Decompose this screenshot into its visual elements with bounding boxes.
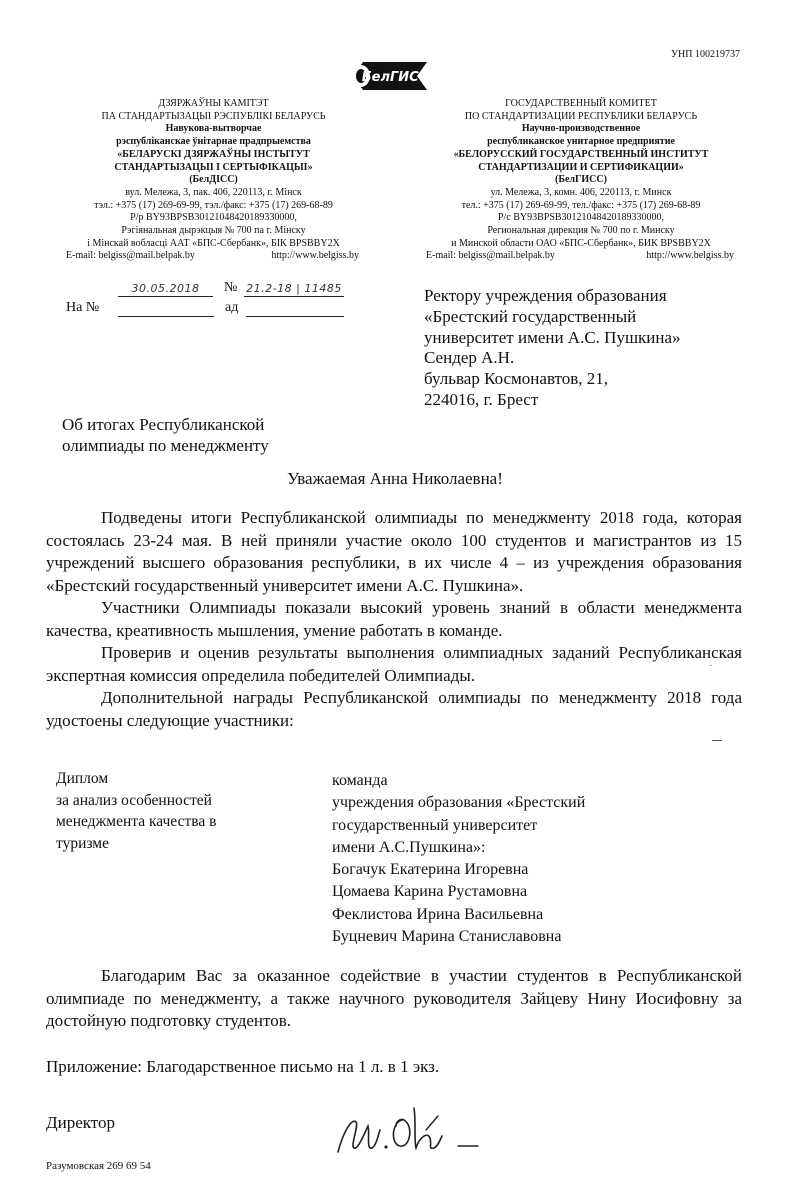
header-left-line5: «БЕЛАРУСКІ ДЗЯРЖАЎНЫ ІНСТЫТУТ xyxy=(117,148,310,160)
header-right-line6: СТАНДАРТИЗАЦИИ И СЕРТИФИКАЦИИ» xyxy=(478,161,684,173)
addressee-block xyxy=(424,286,681,411)
letter-body xyxy=(46,507,742,732)
header-left-line12: і Мінскай вобласці ААТ «БПС-Сбербанк», БІК BPSBBY2X xyxy=(87,237,340,249)
ad-field-line xyxy=(246,316,344,317)
header-right-line12: и Минской области ОАО «БПС-Сбербанк», БИК BPSBBY2X xyxy=(451,237,711,249)
greeting: Уважаемая Анна Николаевна! xyxy=(287,469,503,488)
header-left-line7: (БелДІСС) xyxy=(189,174,238,186)
subject-line1: Об итогах Республиканской xyxy=(62,415,265,434)
award-line2: за анализ особенностей xyxy=(56,791,212,809)
attachment-note: Приложение: Благодарственное письмо на 1 л. в 1 экз. xyxy=(46,1057,440,1076)
addressee-line2: «Брестский государственный xyxy=(424,306,637,326)
thanks-paragraph: Благодарим Вас за оказанное содействие в участии студентов в Республиканской олимпиаде по менеджменту, а также научного руководителя Зайцеву Нину Иосифовну за достойную подготовку студентов. xyxy=(46,966,742,1030)
header-left-contact xyxy=(46,250,381,263)
addressee-line3: университет имени А.С. Пушкина» xyxy=(424,327,681,347)
footer-contact: Разумовская 269 69 54 xyxy=(46,1160,151,1172)
na-field-line xyxy=(118,316,214,317)
award-line4: туризме xyxy=(56,834,109,852)
letter-date: 30.05.2018 xyxy=(118,282,213,297)
body-paragraph-1: Подведены итоги Республиканской олимпиады по менеджменту 2018 года, которая состоялась 23-24 мая. В ней приняли участие около 100 студентов и магистрантов из 15 учреждений высшего образования республики, в их числе 4 – из учреждения образования «Брестский государственный университет имени А.С. Пушкина». xyxy=(46,508,742,595)
header-left-line2: ПА СТАНДАРТЫЗАЦЫІ РЭСПУБЛІКІ БЕЛАРУСЬ xyxy=(101,110,326,122)
header-right-line1: ГОСУДАРСТВЕННЫЙ КОМИТЕТ xyxy=(505,98,657,109)
ad-label: ад xyxy=(225,300,239,315)
director-title: Директор xyxy=(46,1113,115,1132)
header-left-line3: Навукова-вытворчае xyxy=(165,123,262,135)
header-left-line10: Р/р BY93BPSB30121048420189330000, xyxy=(130,212,297,224)
body-paragraph-2: Участники Олимпиады показали высокий уровень знаний в области менеджмента качества, креативность мышления, умение работать в команде. xyxy=(46,598,742,640)
header-right-web: http://www.belgiss.by xyxy=(646,250,734,262)
header-right-line5: «БЕЛОРУССКИЙ ГОСУДАРСТВЕННЫЙ ИНСТИТУТ xyxy=(453,148,709,160)
team-block xyxy=(332,770,742,948)
team-member: Буцневич Марина Станиславовна xyxy=(332,928,562,946)
header-left-line6: СТАНДАРТЫЗАЦЫІ І СЕРТЫФІКАЦЫІ» xyxy=(114,161,313,173)
na-label: На № xyxy=(66,300,100,315)
header-right-email: E-mail: belgiss@mail.belpak.by xyxy=(426,250,555,262)
addressee-line5: бульвар Космонавтов, 21, xyxy=(424,369,609,389)
director-signature xyxy=(330,1100,490,1160)
header-right-line4: республиканское унитарное предприятие xyxy=(487,136,675,148)
header-right-line8: ул. Мележа, 3, комн. 406, 220113, г. Минск xyxy=(490,186,672,198)
header-right-line3: Научно-производственное xyxy=(521,123,641,135)
letterhead-russian xyxy=(406,98,756,263)
body-paragraph-4: Дополнительной награды Республиканской олимпиады по менеджменту 2018 года удостоены следующие участники: xyxy=(46,688,742,730)
header-right-line11: Региональная дирекция № 700 по г. Минску xyxy=(487,225,675,237)
header-left-line8: вул. Мележа, 3, пак. 406, 220113, г. Мінск xyxy=(125,186,302,198)
team-member: Цомаева Карина Рустамовна xyxy=(332,883,528,901)
header-right-line9: тел.: +375 (17) 269-69-99, тел./факс: +375 (17) 269-68-89 xyxy=(461,199,701,211)
header-right-line10: Р/с BY93BPSB30121048420189330000, xyxy=(497,212,665,224)
award-line3: менеджмента качества в xyxy=(56,813,217,830)
award-line1: Диплом xyxy=(56,770,109,787)
header-right-line2: ПО СТАНДАРТИЗАЦИИ РЕСПУБЛИКИ БЕЛАРУСЬ xyxy=(464,110,698,122)
margin-dash xyxy=(712,740,722,741)
team-line2: учреждения образования «Брестский xyxy=(332,794,586,812)
thanks-block xyxy=(46,965,742,1033)
logo-text: БелГИСС xyxy=(361,70,429,85)
header-left-line1: ДЗЯРЖАЎНЫ КАМІТЭТ xyxy=(158,98,269,109)
letter-number: 21.2-18 | 11485 xyxy=(244,282,344,297)
letterhead-belarusian xyxy=(46,98,381,263)
header-right-contact xyxy=(406,250,756,263)
subject-line2: олимпиады по менеджменту xyxy=(62,435,269,455)
margin-mark: · xyxy=(709,660,713,672)
header-left-line4: рэспубліканскае ўнітарнае прадпрыемства xyxy=(116,136,311,148)
header-right-line7: (БелГИСС) xyxy=(555,174,607,186)
addressee-line1: Ректору учреждения образования xyxy=(424,286,667,305)
addressee-line4: Сендер А.Н. xyxy=(424,348,515,368)
subject-block xyxy=(62,415,269,456)
award-block xyxy=(56,768,246,854)
unp-number: УНП 100219737 xyxy=(670,49,740,60)
header-left-line9: тэл.: +375 (17) 269-69-99, тэл./факс: +375 (17) 269-68-89 xyxy=(94,199,333,211)
team-member: Феклистова Ирина Васильевна xyxy=(332,905,544,923)
team-line4: имени А.С.Пушкина»: xyxy=(332,838,486,856)
belgiss-logo xyxy=(343,58,437,94)
number-sign: № xyxy=(224,280,238,295)
team-line3: государственный университет xyxy=(332,816,538,834)
header-left-email: E-mail: belgiss@mail.belpak.by xyxy=(66,250,195,262)
header-left-web: http://www.belgiss.by xyxy=(271,250,359,262)
addressee-line6: 224016, г. Брест xyxy=(424,389,539,409)
team-member: Богачук Екатерина Игоревна xyxy=(332,861,529,879)
header-left-line11: Рэгіянальная дырэкцыя № 700 па г. Мінску xyxy=(121,225,306,237)
body-paragraph-3: Проверив и оценив результаты выполнения олимпиадных заданий Республиканская экспертная комиссия определила победителей Олимпиады. xyxy=(46,643,742,685)
team-line1: команда xyxy=(332,772,388,789)
